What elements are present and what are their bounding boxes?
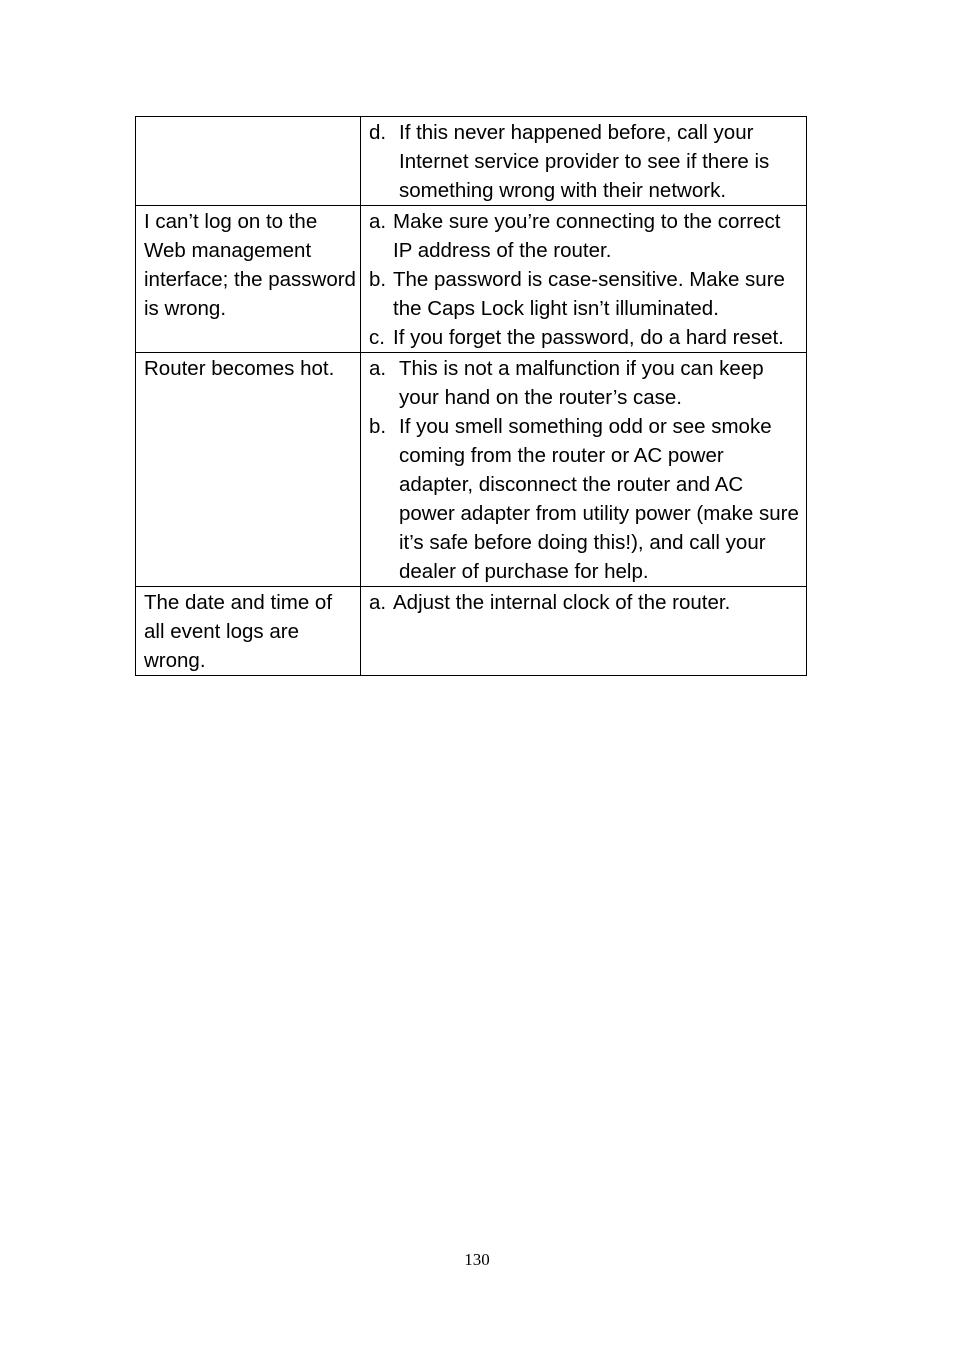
solution-item xyxy=(369,207,802,265)
solution-list xyxy=(369,588,802,617)
solution-marker: c. xyxy=(369,326,385,349)
solution-cell xyxy=(361,587,807,676)
solution-marker: d. xyxy=(369,121,387,144)
solution-list xyxy=(369,354,802,586)
problem-cell: Router becomes hot. xyxy=(136,353,361,587)
solution-text: Adjust the internal clock of the router. xyxy=(393,591,731,614)
solution-text: Make sure you’re connecting to the correct IP address of the router. xyxy=(393,210,781,262)
solution-item xyxy=(369,265,802,323)
page-number: 130 xyxy=(464,1250,490,1269)
solution-item xyxy=(369,412,802,586)
solution-marker: a. xyxy=(369,357,387,380)
solution-item xyxy=(369,588,802,617)
solution-marker: a. xyxy=(369,210,387,233)
table-row xyxy=(136,587,807,676)
table-row xyxy=(136,206,807,353)
solution-list xyxy=(369,118,802,205)
solution-text: If this never happened before, call your Internet service provider to see if there is something wrong with their network. xyxy=(399,121,770,202)
solution-item xyxy=(369,118,802,205)
problem-cell: The date and time of all event logs are wrong. xyxy=(136,587,361,676)
solution-text: If you smell something odd or see smoke coming from the router or AC power adapter, disconnect the router and AC power adapter from utility power (make sure it’s safe before doing this!), and call your dealer of purchase for help. xyxy=(399,415,799,583)
solution-marker: a. xyxy=(369,591,387,614)
solution-text: If you forget the password, do a hard reset. xyxy=(393,326,784,349)
solution-list xyxy=(369,207,802,352)
troubleshooting-table xyxy=(135,116,807,676)
solution-text: This is not a malfunction if you can keep your hand on the router’s case. xyxy=(399,357,764,409)
solution-cell xyxy=(361,206,807,353)
solution-marker: b. xyxy=(369,415,387,438)
solution-item xyxy=(369,323,802,352)
solution-text: The password is case-sensitive. Make sure the Caps Lock light isn’t illuminated. xyxy=(393,268,785,320)
solution-marker: b. xyxy=(369,268,387,291)
solution-cell xyxy=(361,353,807,587)
problem-cell: I can’t log on to the Web management interface; the password is wrong. xyxy=(136,206,361,353)
solution-cell xyxy=(361,117,807,206)
problem-cell xyxy=(136,117,361,206)
table-row xyxy=(136,117,807,206)
table-row xyxy=(136,353,807,587)
solution-item xyxy=(369,354,802,412)
